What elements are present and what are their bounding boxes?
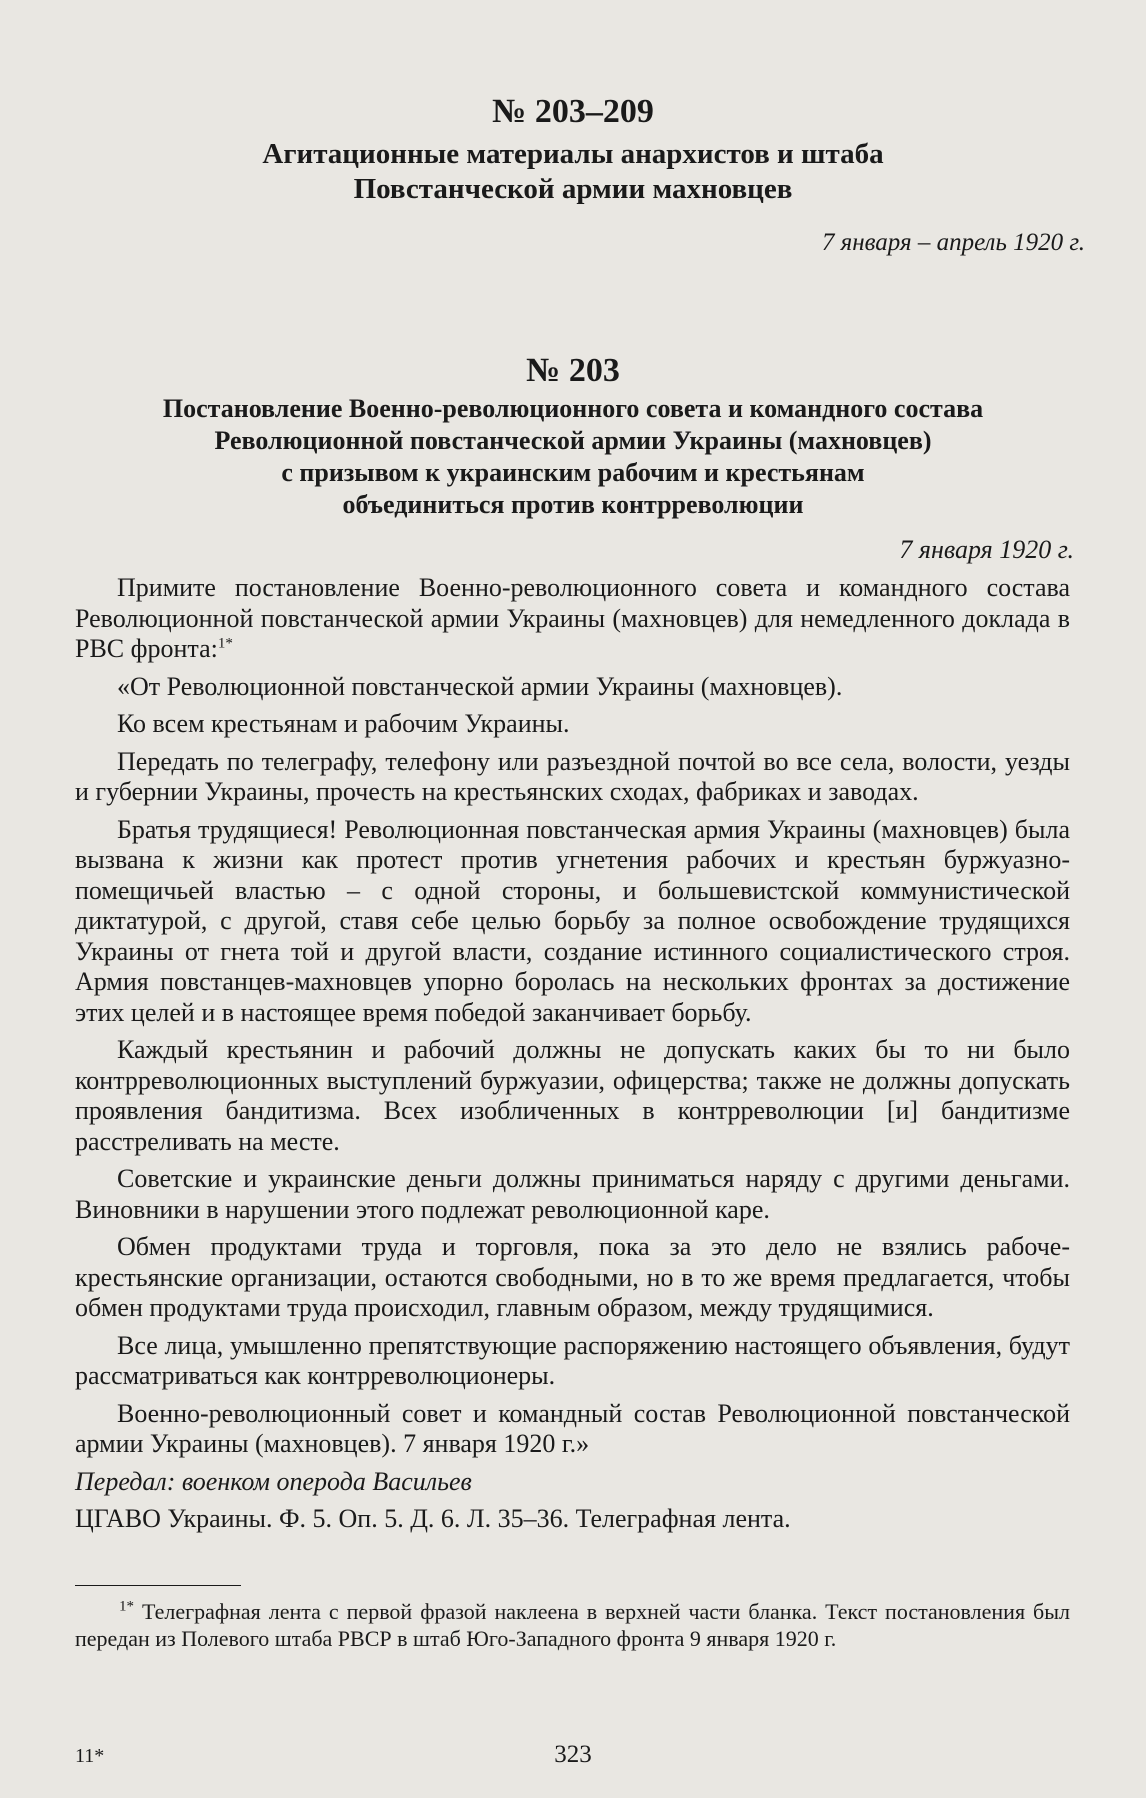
document-title-line: объединиться против контрреволюции <box>342 490 804 519</box>
signature: Передал: военком оперода Васильев <box>75 1466 472 1496</box>
archive-source: ЦГАВО Украины. Ф. 5. Оп. 5. Д. 6. Л. 35–36. Телеграфная лента. <box>75 1504 791 1533</box>
body-paragraph: Каждый крестьянин и рабочий должны не допускать каких бы то ни было контрреволюционных выступлений буржуазии, офицерства; также не должны допускать проявления бандитизма. Всех изобличенных в контрреволюции [и] бандитизме расстреливать на месте. <box>75 1035 1070 1156</box>
series-title <box>0 137 1146 207</box>
document-number: № 203 <box>526 352 620 389</box>
document-title-line: Постановление Военно-революционного совета и командного состава <box>162 394 984 423</box>
body-paragraph: Ко всем крестьянам и рабочим Украины. <box>117 709 570 738</box>
body-paragraph: Военно-революционный совет и командный состав Революционной повстанческой армии Украины (махновцев). 7 января 1920 г.» <box>75 1398 1070 1458</box>
document-title <box>80 393 1066 521</box>
footnote <box>75 1598 1070 1652</box>
body-paragraph: «От Революционной повстанческой армии Украины (махновцев). <box>117 671 843 701</box>
body-paragraph: Передать по телеграфу, телефону или разъездной почтой во все села, волости, уезды и губернии Украины, прочесть на крестьянских сходах, фабриках и заводах. <box>75 746 1070 806</box>
footnote-paragraph <box>75 1598 1070 1652</box>
footnote-divider <box>75 1585 241 1586</box>
document-title-line: Революционной повстанческой армии Украины (махновцев) <box>214 426 932 455</box>
sheet-signature-mark: 11* <box>75 1745 105 1767</box>
series-date: 7 января – апрель 1920 г. <box>821 229 1085 256</box>
series-number: № 203–209 <box>492 93 654 130</box>
document-date: 7 января 1920 г. <box>899 535 1074 564</box>
page-number: 323 <box>554 1741 592 1768</box>
series-title-line: Повстанческой армии махновцев <box>353 173 793 205</box>
series-title-line: Агитационные материалы анархистов и штаба <box>262 138 884 170</box>
body-paragraph: Обмен продуктами труда и торговля, пока за это дело не взялись рабоче-крестьянские организации, остаются свободными, но в то же время предлагается, чтобы обмен продуктами труда происходил, главным образом, между трудящимися. <box>75 1232 1070 1322</box>
body-paragraph: Все лица, умышленно препятствующие распоряжению настоящего объявления, будут рассматриваться как контрреволюционеры. <box>75 1330 1070 1390</box>
footnote-text: Телеграфная лента с первой фразой наклеена в верхней части бланка. Текст постановления был передан из Полевого штаба РВСР в штаб Юго-Западного фронта 9 января 1920 г. <box>75 1599 1070 1651</box>
body-paragraph: Братья трудящиеся! Революционная повстанческая армия Украины (махновцев) была вызвана к жизни как протест против угнетения рабочих и крестьян буржуазно-помещичьей властью – с одной стороны, и большевистской коммунистической диктатурой, с другой, ставя себе целью борьбу за полное освобождение трудящихся Украины от гнета той и другой власти, создание истинного социалистического строя. Армия повстанцев-махновцев упорно боролась на нескольких фронтах за достижение этих целей и в настоящее время победой заканчивает борьбу. <box>75 814 1070 1027</box>
intro-text: Примите постановление Военно-революционного совета и командного состава Революционной повстанческой армии Украины (махновцев) для немедленного доклада в РВС фронта: <box>75 573 1070 663</box>
intro-paragraph <box>75 573 1070 665</box>
document-title-line: с призывом к украинским рабочим и крестьянам <box>281 458 865 487</box>
footnote-reference[interactable]: 1* <box>217 635 233 652</box>
footnote-mark: 1* <box>119 1598 134 1615</box>
body-paragraph: Советские и украинские деньги должны приниматься наряду с другими деньгами. Виновники в нарушении этого подлежат революционной каре. <box>75 1164 1070 1224</box>
document-body <box>75 573 1070 1542</box>
